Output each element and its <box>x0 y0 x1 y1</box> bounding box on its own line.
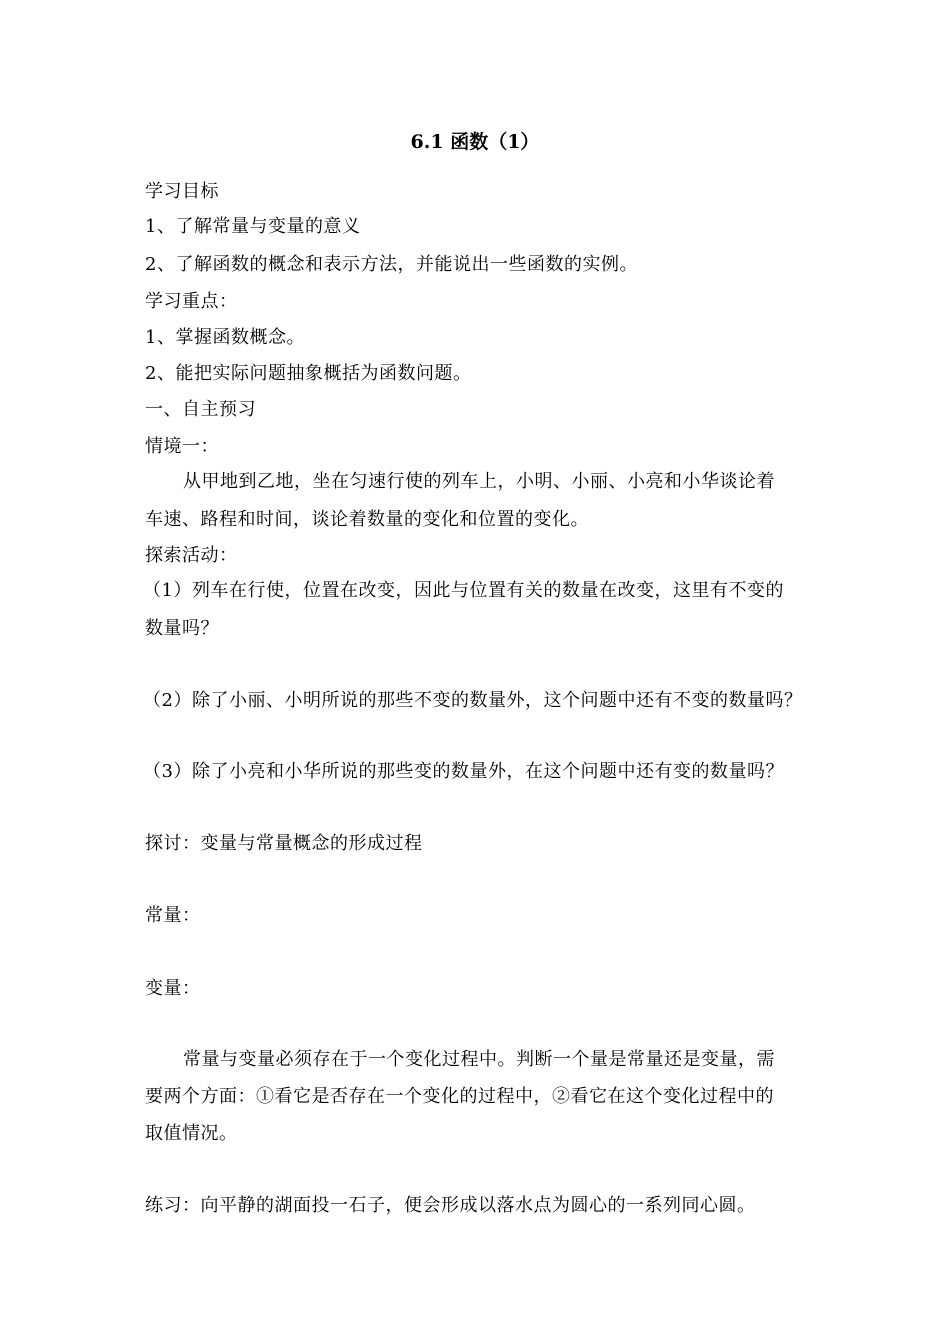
key-point-1: 1、掌握函数概念。 <box>145 327 305 348</box>
question-1-line-1: （1）列车在行使，位置在改变，因此与位置有关的数量在改变，这里有不变的 <box>143 580 784 601</box>
key-point-2: 2、能把实际问题抽象概括为函数问题。 <box>145 363 472 384</box>
objective-2: 2、了解函数的概念和表示方法，并能说出一些函数的实例。 <box>145 254 638 275</box>
scenario-paragraph-line-1: 从甲地到乙地，坐在匀速行使的列车上，小明、小丽、小亮和小华谈论着 <box>183 471 775 492</box>
question-3: （3）除了小亮和小华所说的那些变的数量外，在这个问题中还有变的数量吗？ <box>143 761 784 782</box>
page-title: 6.1 函数（1） <box>410 131 540 153</box>
section-heading-objectives: 学习目标 <box>145 181 219 202</box>
exercise-line: 练习：向平静的湖面投一石子，便会形成以落水点为圆心的一系列同心圆。 <box>145 1195 756 1216</box>
scenario-heading: 情境一： <box>145 436 219 457</box>
section-heading-key-points: 学习重点： <box>145 291 238 312</box>
explanation-line-3: 取值情况。 <box>145 1123 238 1144</box>
question-1-line-2: 数量吗？ <box>145 618 219 639</box>
section-heading-preview: 一、自主预习 <box>145 399 256 420</box>
exploration-heading: 探索活动： <box>145 545 238 566</box>
scenario-paragraph-line-2: 车速、路程和时间，谈论着数量的变化和位置的变化。 <box>145 509 589 530</box>
explanation-line-2: 要两个方面：①看它是否存在一个变化的过程中，②看它在这个变化过程中的 <box>145 1086 774 1107</box>
discussion-heading: 探讨：变量与常量概念的形成过程 <box>145 833 423 854</box>
variable-label: 变量： <box>145 978 201 999</box>
objective-1: 1、了解常量与变量的意义 <box>145 216 361 237</box>
question-2: （2）除了小丽、小明所说的那些不变的数量外，这个问题中还有不变的数量吗？ <box>143 690 803 711</box>
explanation-line-1: 常量与变量必须存在于一个变化过程中。判断一个量是常量还是变量，需 <box>183 1049 775 1070</box>
constant-label: 常量： <box>145 905 201 926</box>
